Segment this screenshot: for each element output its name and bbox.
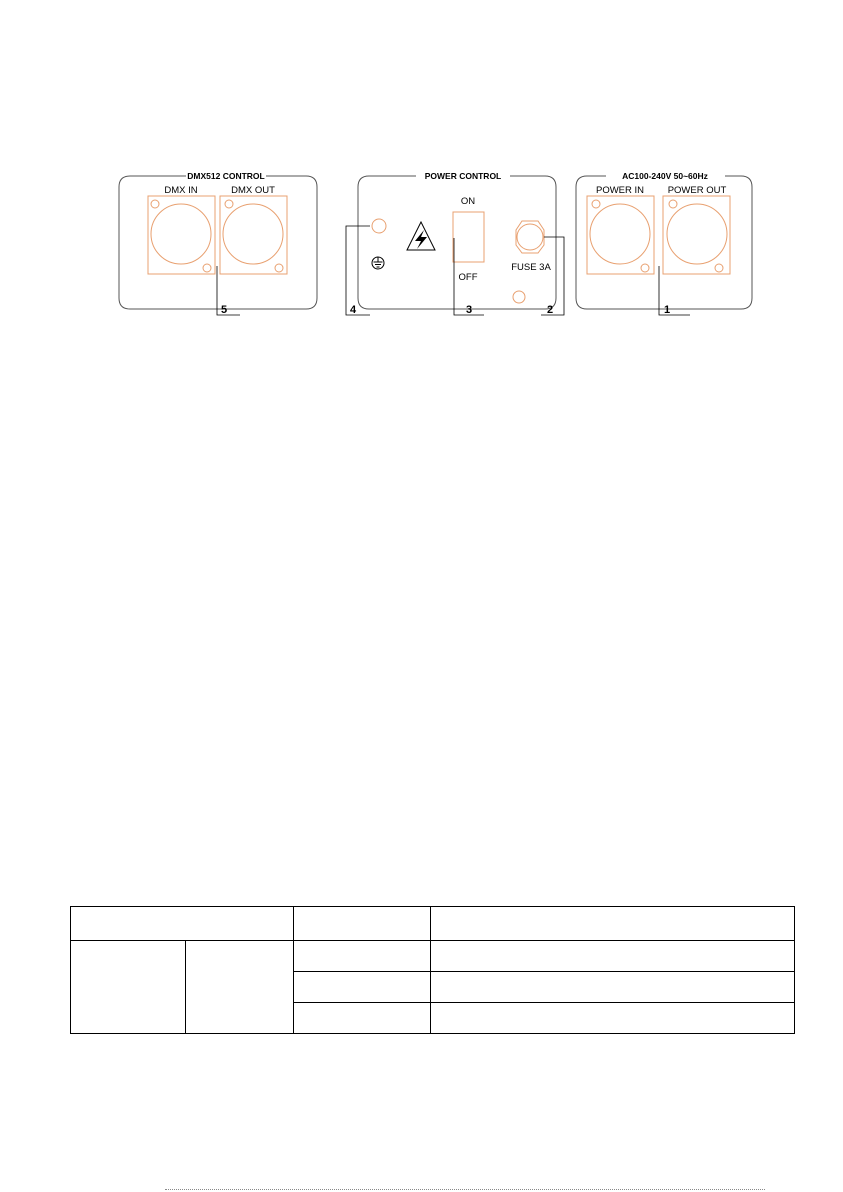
indicator-led [372,219,386,233]
ground-icon [372,257,384,269]
table-cell [431,907,795,941]
high-voltage-warning-icon [407,222,435,250]
switch-off-label: OFF [458,272,478,283]
power-panel [358,176,556,309]
page-footer-rule [165,1189,765,1190]
table-header-row [71,907,795,941]
table-cell [431,1003,795,1034]
callout-2: 2 [547,304,554,316]
dmx-in-connector[interactable] [148,196,215,274]
table-cell [71,907,294,941]
table-cell [431,972,795,1003]
dmx-out-connector[interactable] [220,196,287,274]
fuse-holder[interactable] [516,221,544,253]
dmx-in-label: DMX IN [164,185,198,196]
callout-4: 4 [350,304,357,316]
power-out-connector[interactable] [663,196,730,274]
switch-on-label: ON [460,196,476,207]
dmx-out-label: DMX OUT [231,185,275,196]
callout-5: 5 [221,304,228,316]
table-cell [71,941,186,1034]
callout-1: 1 [664,304,671,316]
fuse-label: FUSE 3A [511,262,551,273]
power-in-connector[interactable] [587,196,654,274]
table-cell [186,941,294,1034]
cable-grommet [513,291,525,303]
table-cell [294,941,431,972]
callout-3: 3 [466,304,473,316]
spec-table [70,906,795,1034]
table-cell [294,1003,431,1034]
power-panel-title: POWER CONTROL [424,171,502,181]
table-row [71,941,795,972]
table-cell [431,941,795,972]
power-switch[interactable] [453,212,484,262]
ac-panel-title: AC100-240V 50~60Hz [622,171,708,181]
rear-panel-diagram [0,0,843,340]
table-cell [294,972,431,1003]
power-in-label: POWER IN [595,185,645,196]
dmx-panel-title: DMX512 CONTROL [187,171,265,181]
power-out-label: POWER OUT [667,185,727,196]
table-cell [294,907,431,941]
